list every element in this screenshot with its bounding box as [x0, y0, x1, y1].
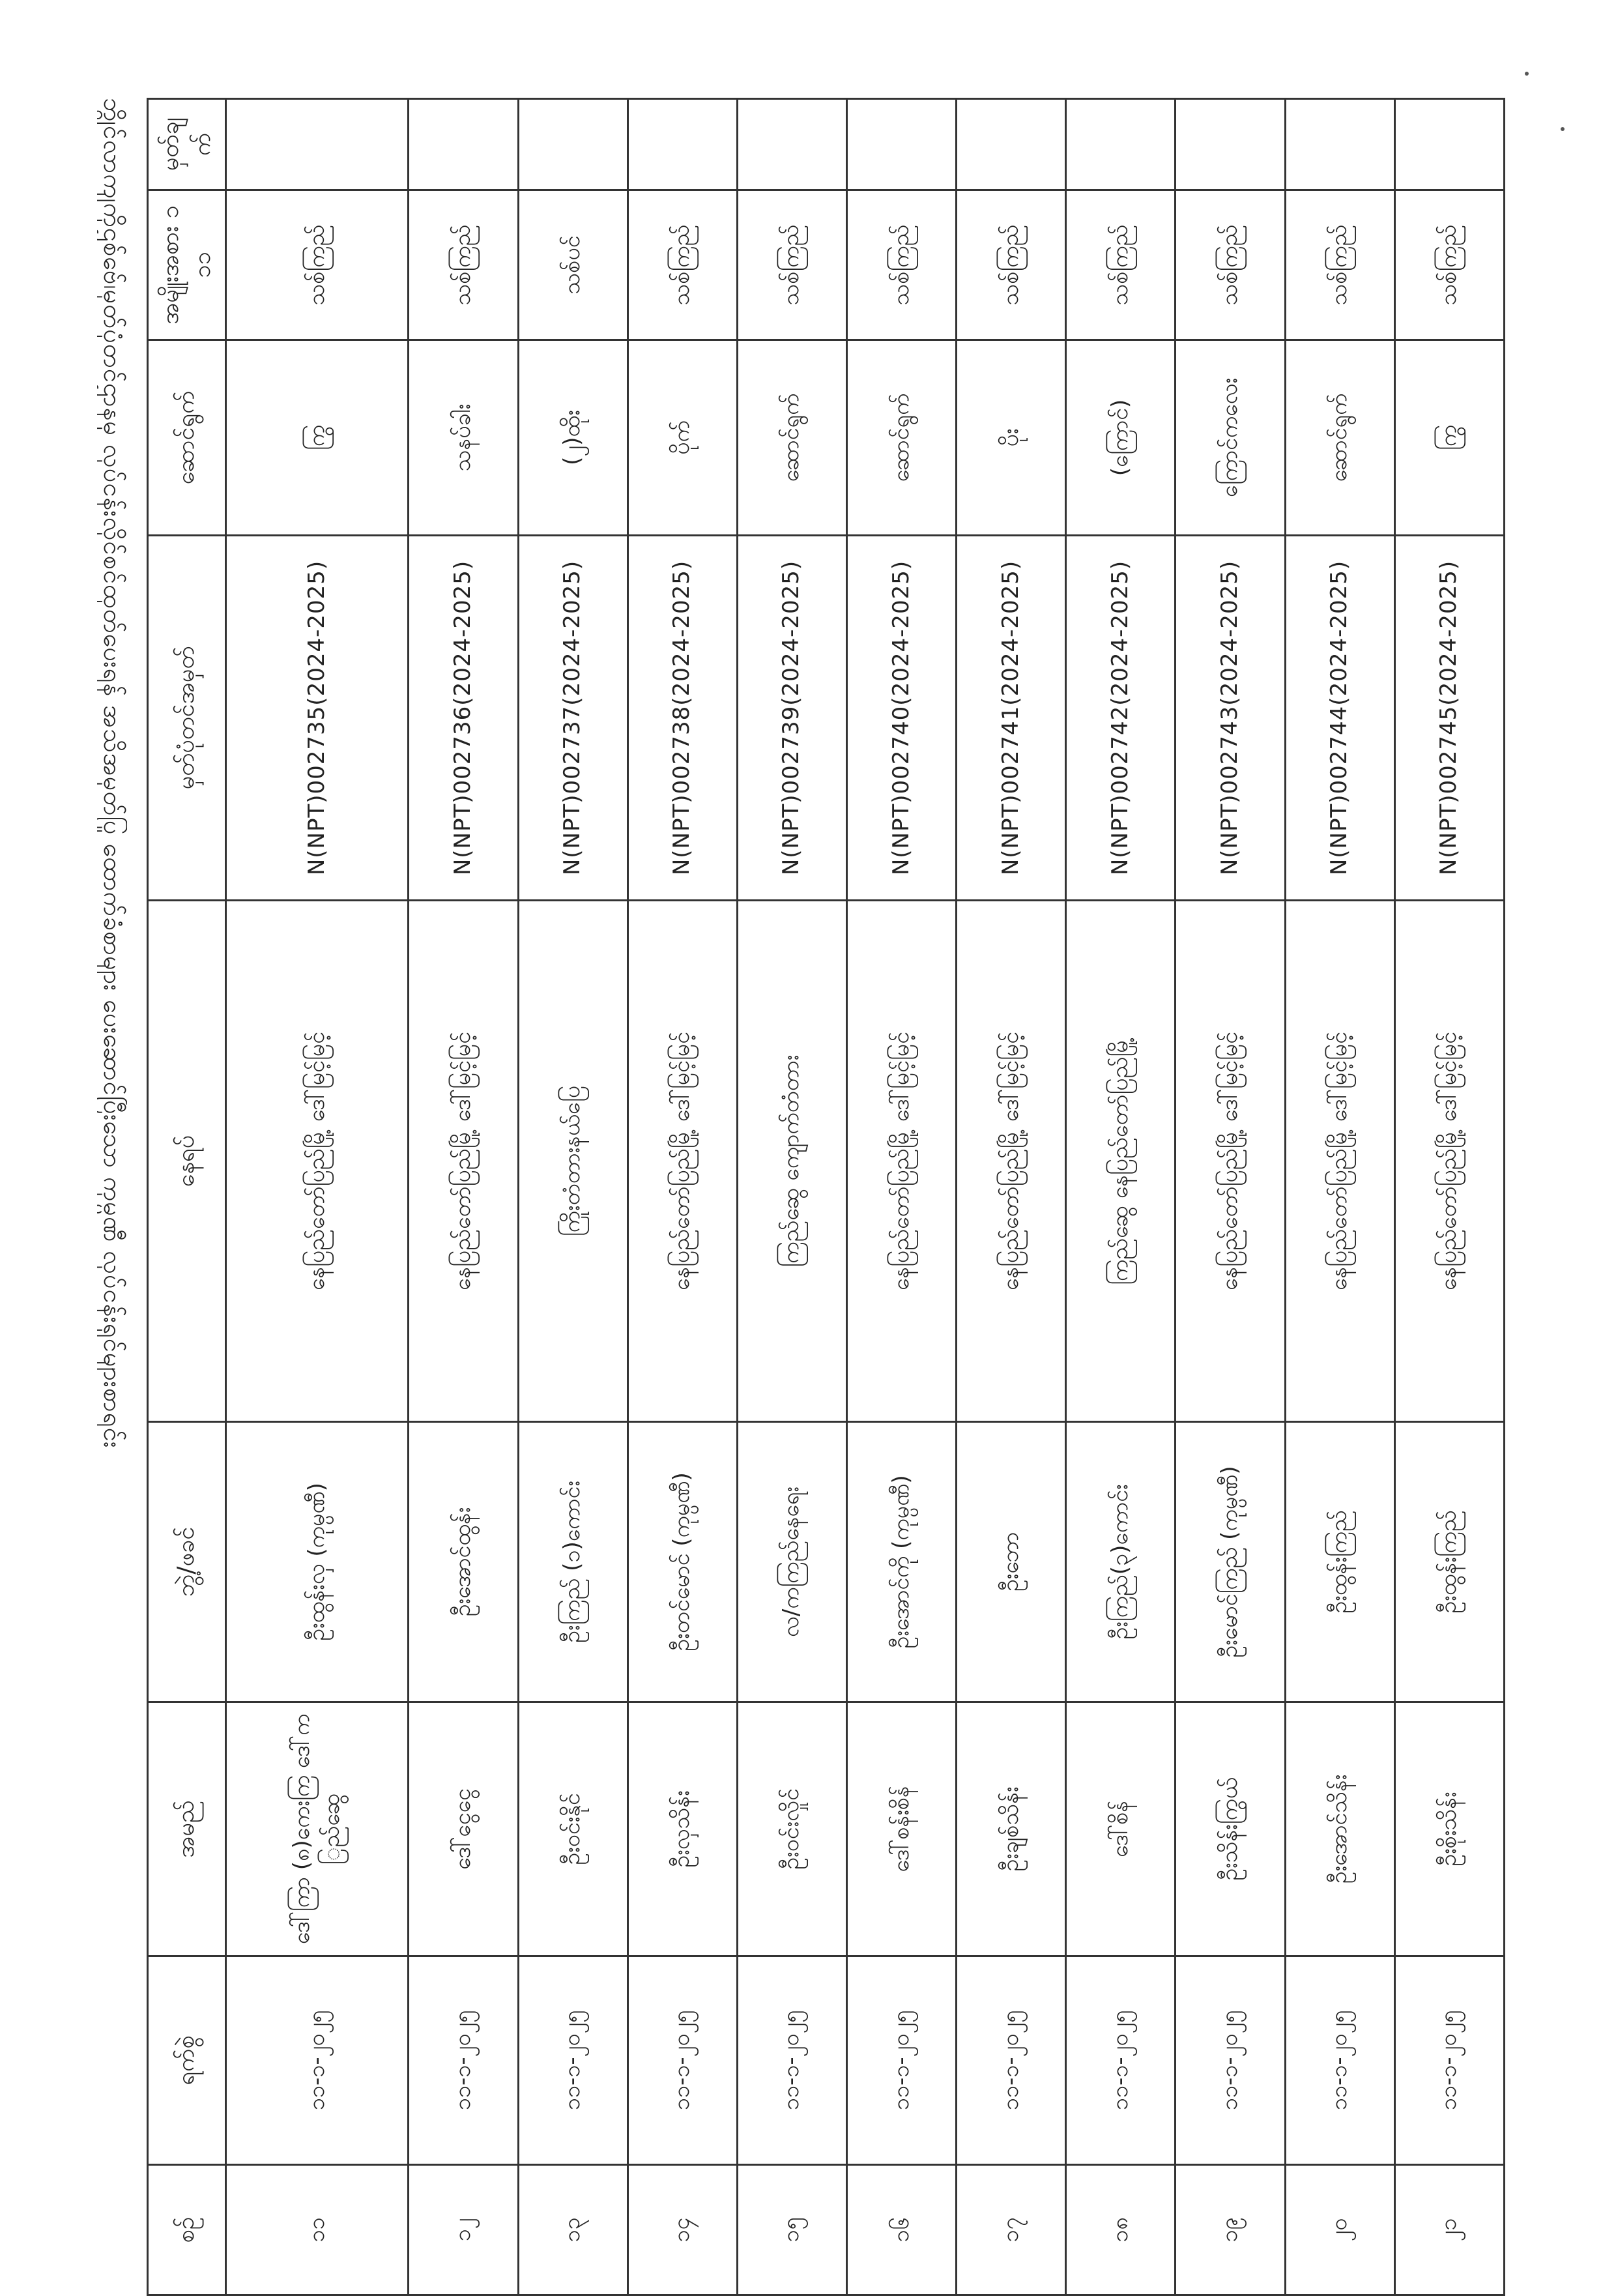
cell-address: နေပြည်တော်ပြည်မြို့ ဒေါ်မြင့်မြင့်	[846, 901, 956, 1422]
cell-type: သစ်ပင်	[518, 190, 628, 340]
cell-father: ဦးထွန်းကြည်	[1394, 1422, 1504, 1702]
cell-plant: ပိုက်	[628, 340, 737, 536]
table-header-row	[148, 99, 226, 2295]
cell-reg-no: N(NPT)002745(2024-2025)	[1394, 536, 1504, 901]
cell-remark	[409, 99, 518, 190]
cell-no: ၁၅	[737, 2165, 846, 2295]
header-plant: ဆောင်ရွက်	[148, 340, 226, 536]
cell-date: ၁၁-၁-၂၀၂၅	[957, 1956, 1066, 2165]
cell-name: ဦးချစ်သိန်း	[957, 1702, 1066, 1956]
cell-plant: (၂)ထိုး	[518, 340, 628, 536]
cell-no: ၂၁	[1394, 2165, 1504, 2295]
cell-address: ကြိုးတံတားနယ်ပြေ	[518, 901, 628, 1422]
cell-type: သစ်ကြည်	[1394, 190, 1504, 340]
cell-reg-no: N(NPT)002737(2024-2025)	[518, 536, 628, 901]
cell-address: နေပြည်တော်ပြည်မြို့ ဒေါ်မြင့်မြင့်	[628, 901, 737, 1422]
header-type: အမျိုးအစား ၁၁၁	[148, 190, 226, 340]
cell-father: လ/ကကြည်နေရေး	[737, 1422, 846, 1702]
cell-type: သစ်ကြည်	[737, 190, 846, 340]
cell-remark	[1066, 99, 1176, 190]
document-title: ဘွိုင်လာကျကိုဌစ်ဗ်ေ၊မှတ်ပုံတင်ဌာနမှ လုပ်ငန်းလိုင်စင်ထုတ်ပေးရန် အသိအမှတ်ပြု ထောက်ခံစာများ ပေးဆောင်ပြီးသော ကုမ္ပဏီ လုပ်ငန်းရှင်များစာရင်း	[98, 98, 127, 1449]
cell-reg-no: N(NPT)002739(2024-2025)	[737, 536, 846, 901]
cell-remark	[1176, 99, 1285, 190]
cell-remark	[518, 99, 628, 190]
cell-reg-no: N(NPT)002742(2024-2025)	[1066, 536, 1176, 901]
cell-type: သစ်ကြည်	[1066, 190, 1176, 340]
cell-address: ကြည်ဆွေ နေပြည်တော်ပြည်မြို့	[1066, 901, 1176, 1422]
cell-plant: ပိုး	[957, 340, 1066, 536]
cell-father: ဦးထွန်းလှ (ကုမ္ပဏီ)	[226, 1422, 409, 1702]
table-row	[409, 99, 518, 2295]
cell-remark	[226, 99, 409, 190]
table-row	[1176, 99, 1285, 2295]
cell-no: ၁၃	[518, 2165, 628, 2295]
cell-type: သစ်ကြည်	[1176, 190, 1285, 340]
cell-plant: ကြောင်ကလေး	[1176, 340, 1285, 536]
table-row	[737, 99, 846, 2295]
cell-name: ဒေါ်ငွေငွေ	[409, 1702, 518, 1956]
cell-name: ဒေါ်ကြာ (၈)ကေးကြ ဒေါ်ကြည်ဆွေ	[226, 1702, 409, 1956]
cell-reg-no: N(NPT)002741(2024-2025)	[957, 536, 1066, 901]
cell-address: နေပြည်တော်ပြည်မြို့ ဒေါ်မြင့်မြင့်	[226, 901, 409, 1422]
cell-no: ၁၉	[1176, 2165, 1285, 2295]
cell-father: ဦးအောင်ကို (ကုမ္ပဏီ)	[846, 1422, 956, 1702]
header-father: ဘွဲ့/ဖခင်	[148, 1422, 226, 1702]
cell-no: ၂၀	[1285, 2165, 1394, 2295]
cell-plant: ဆောင်ရွက်	[737, 340, 846, 536]
cell-no: ၁၁	[226, 2165, 409, 2295]
cell-no: ၁၇	[957, 2165, 1066, 2295]
table-row	[957, 99, 1066, 2295]
cell-reg-no: N(NPT)002740(2024-2025)	[846, 536, 956, 901]
cell-no: ၁၄	[628, 2165, 737, 2295]
cell-type: သစ်ကြည်	[1285, 190, 1394, 340]
header-date: ရက်စွဲ	[148, 1956, 226, 2165]
cell-reg-no: N(NPT)002744(2024-2025)	[1285, 536, 1394, 901]
cell-no: ၁၆	[846, 2165, 956, 2295]
cell-plant: ဆောင်ရွက်	[846, 340, 956, 536]
cell-name: ဦးအောင်သိန်း	[1285, 1702, 1394, 1956]
table-row	[1066, 99, 1176, 2295]
cell-father: ဦးဘော	[957, 1422, 1066, 1702]
cell-address: ကြည်ဆွေ ကျောက်တံတား	[737, 901, 846, 1422]
cell-date: ၁၁-၁-၂၀၂၅	[226, 1956, 409, 2165]
cell-father: ဦးအောင်ထွန်း	[409, 1422, 518, 1702]
cell-date: ၁၁-၁-၂၀၂၅	[518, 1956, 628, 2165]
cell-type: သစ်ကြည်	[957, 190, 1066, 340]
table-row	[1285, 99, 1394, 2295]
cell-no: ၁၈	[1066, 2165, 1176, 2295]
cell-address: နေပြည်တော်ပြည်မြို့ ဒေါ်မြင့်မြင့်	[957, 901, 1066, 1422]
ink-speck	[1561, 127, 1565, 131]
header-remark: မှတ်ချက်	[148, 99, 226, 190]
cell-address: နေပြည်တော်ပြည်မြို့ ဒေါ်မြင့်မြင့်	[1176, 901, 1285, 1422]
cell-reg-no: N(NPT)002743(2024-2025)	[1176, 536, 1285, 901]
table-row	[1394, 99, 1504, 2295]
cell-date: ၁၁-၁-၂၀၂၅	[737, 1956, 846, 2165]
cell-name: ဒေါ်စိန်	[1066, 1702, 1176, 1956]
cell-date: ၁၁-၁-၂၀၂၅	[1176, 1956, 1285, 2165]
cell-address: နေပြည်တော်ပြည်မြို့ ဒေါ်မြင့်မြင့်	[1394, 901, 1504, 1422]
registration-table	[147, 98, 1505, 2296]
cell-date: ၁၁-၁-၂၀၂၅	[1394, 1956, 1504, 2165]
cell-name: ဦးလှသိန်း	[628, 1702, 737, 1956]
cell-type: သစ်ကြည်	[846, 190, 956, 340]
header-no: စဉ်	[148, 2165, 226, 2295]
cell-remark	[1285, 99, 1394, 190]
cell-plant: ကြွ	[1394, 340, 1504, 536]
cell-father: ဦးကြည် (၁)ကောင်း	[518, 1422, 628, 1702]
cell-type: သစ်ကြည်	[409, 190, 518, 340]
cell-reg-no: N(NPT)002735(2024-2025)	[226, 536, 409, 901]
cell-date: ၁၁-၁-၂၀၂၅	[1285, 1956, 1394, 2165]
cell-reg-no: N(NPT)002738(2024-2025)	[628, 536, 737, 901]
cell-date: ၁၁-၁-၂၀၂၅	[628, 1956, 737, 2165]
cell-date: ၁၁-၁-၂၀၂၅	[846, 1956, 956, 2165]
cell-plant: ဆောင်ရွက်	[1285, 340, 1394, 536]
cell-type: သစ်ကြည်	[226, 190, 409, 340]
table-row	[846, 99, 956, 2295]
cell-remark	[628, 99, 737, 190]
cell-father: ဦးတင်မောင် (ကုမ္ပဏီ)	[628, 1422, 737, 1702]
cell-remark	[846, 99, 956, 190]
cell-plant: ကြွ	[226, 340, 409, 536]
cell-address: နေပြည်တော်ပြည်မြို့ ဒေါ်မြင့်မြင့်	[409, 901, 518, 1422]
cell-remark	[957, 99, 1066, 190]
cell-name: ဒေါ်စန်းစိန်	[846, 1702, 956, 1956]
table-row	[226, 99, 409, 2295]
table-row	[628, 99, 737, 2295]
cell-no: ၁၂	[409, 2165, 518, 2295]
cell-father: ဦးကြည်(၃)ကောင်း	[1066, 1422, 1176, 1702]
header-address: နေရပ်	[148, 901, 226, 1422]
header-reg-no: မှတ်ပုံတင်အမှတ်	[148, 536, 226, 901]
cell-reg-no: N(NPT)002736(2024-2025)	[409, 536, 518, 901]
cell-plant: သနပ်ခါး	[409, 340, 518, 536]
cell-remark	[1394, 99, 1504, 190]
table-row	[518, 99, 628, 2295]
cell-name: ဦးစိုးသိန်း	[1394, 1702, 1504, 1956]
cell-date: ၁၁-၁-၂၀၂၅	[409, 1956, 518, 2165]
cell-date: ၁၁-၁-၂၀၂၅	[1066, 1956, 1176, 2165]
cell-name: ဦးဝင်းလှိုင်	[737, 1702, 846, 1956]
cell-remark	[737, 99, 846, 190]
cell-address: နေပြည်တော်ပြည်မြို့ ဒေါ်မြင့်မြင့်	[1285, 901, 1394, 1422]
cell-name: ဦးဝင်းနိုင်	[518, 1702, 628, 1956]
ink-speck	[1525, 72, 1529, 76]
header-name: အမည်	[148, 1702, 226, 1956]
cell-type: သစ်ကြည်	[628, 190, 737, 340]
cell-father: ဦးထွန်းကြည်	[1285, 1422, 1394, 1702]
cell-name: ဦးသိန်းကြွယ်	[1176, 1702, 1285, 1956]
cell-plant: (ကြောင်)	[1066, 340, 1176, 536]
cell-father: ဦးမောင်ကြည် (ကုမ္ပဏီ)	[1176, 1422, 1285, 1702]
